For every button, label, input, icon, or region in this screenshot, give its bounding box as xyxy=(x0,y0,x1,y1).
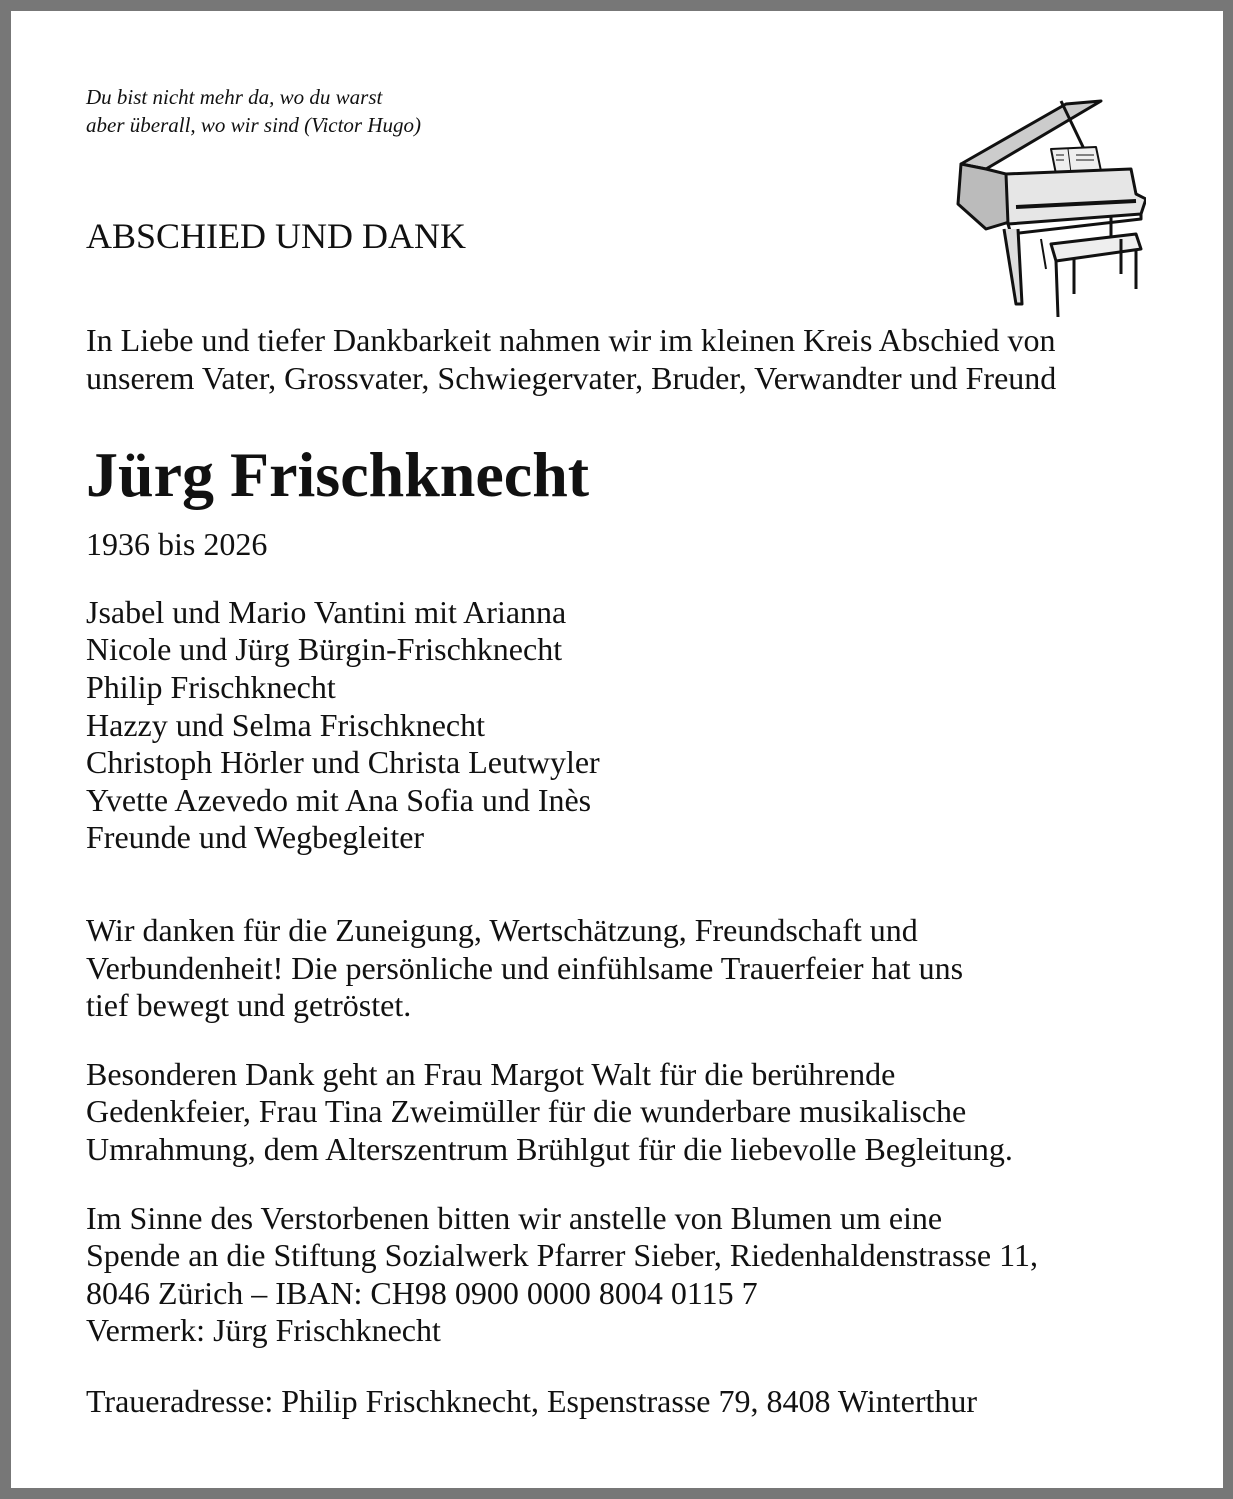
mourner: Jsabel und Mario Vantini mit Arianna xyxy=(86,593,567,630)
mourner: Christoph Hörler und Christa Leutwyler xyxy=(86,744,600,781)
deceased-name: Jürg Frischknecht xyxy=(86,439,590,511)
intro-line: In Liebe und tiefer Dankbarkeit nahmen wir im kleinen Kreis Abschied von xyxy=(86,322,1056,358)
mourning-address: Traueradresse: Philip Frischknecht, Espenstrasse 79, 8408 Winterthur xyxy=(86,1382,978,1419)
mourner: Hazzy und Selma Frischknecht xyxy=(86,706,485,743)
donation-line: 8046 Zürich – IBAN: CH98 0900 0000 8004 0115 7 xyxy=(86,1274,758,1311)
special-thanks-line: Gedenkfeier, Frau Tina Zweimüller für die wunderbare musikalische xyxy=(86,1093,967,1130)
thanks-line: Verbundenheit! Die persönliche und einfühlsame Trauerfeier hat uns xyxy=(86,949,964,986)
donation-line: Vermerk: Jürg Frischknecht xyxy=(86,1312,441,1349)
obituary-notice xyxy=(11,11,1223,1488)
donation-paragraph xyxy=(86,1200,1206,1350)
mourners-list xyxy=(86,594,1206,857)
donation-line: Im Sinne des Verstorbenen bitten wir anstelle von Blumen um eine xyxy=(86,1199,943,1236)
quote-line: aber überall, wo wir sind (Victor Hugo) xyxy=(86,113,422,137)
mourner: Philip Frischknecht xyxy=(86,668,336,705)
mourner: Freunde und Wegbegleiter xyxy=(86,819,425,856)
quote xyxy=(86,83,1206,139)
mourner: Nicole und Jürg Bürgin-Frischknecht xyxy=(86,631,563,668)
special-thanks-paragraph xyxy=(86,1056,1206,1169)
dates: 1936 bis 2026 xyxy=(86,526,268,563)
mourner: Yvette Azevedo mit Ana Sofia und Inès xyxy=(86,781,592,818)
intro-line: unserem Vater, Grossvater, Schwiegervater, Bruder, Verwandter und Freund xyxy=(86,359,1057,396)
thanks-paragraph xyxy=(86,912,1206,1025)
heading: ABSCHIED UND DANK xyxy=(86,216,467,256)
special-thanks-line: Besonderen Dank geht an Frau Margot Walt für die berührende xyxy=(86,1055,896,1092)
quote-line: Du bist nicht mehr da, wo du warst xyxy=(86,85,383,109)
intro-text xyxy=(86,322,1206,397)
donation-line: Spende an die Stiftung Sozialwerk Pfarrer Sieber, Riedenhaldenstrasse 11, xyxy=(86,1237,1038,1274)
thanks-line: Wir danken für die Zuneigung, Wertschätzung, Freundschaft und xyxy=(86,911,918,948)
thanks-line: tief bewegt und getröstet. xyxy=(86,987,412,1024)
notice-content xyxy=(86,83,1206,1420)
special-thanks-line: Umrahmung, dem Alterszentrum Brühlgut für die liebevolle Begleitung. xyxy=(86,1130,1013,1167)
